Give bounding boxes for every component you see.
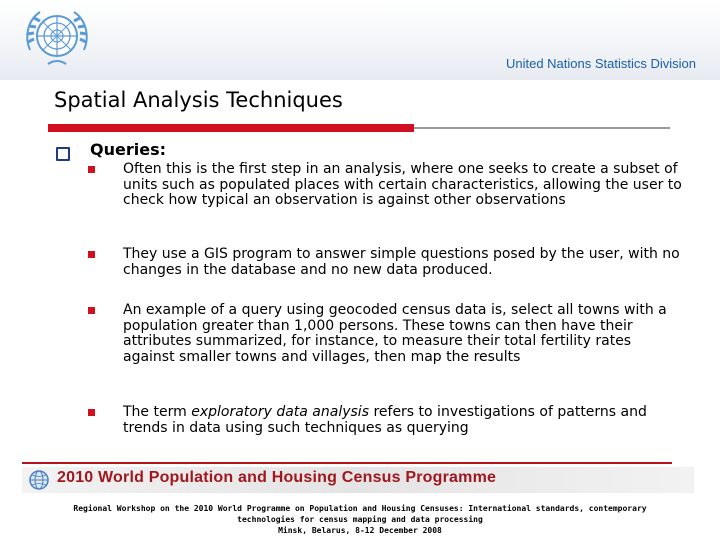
un-emblem-icon — [20, 6, 94, 72]
list-item-text: Often this is the first step in an analysis, where one seeks to create a subset of units such as populated places with certain characteristics, allowing the user to check how typical an observation is against other observations — [123, 161, 682, 208]
list-item-text: An example of a query using geocoded census data is, select all towns with a population greater than 1,000 persons. These towns can then have their attributes summarized, for instance, to measure their total fertility rates against smaller towns and villages, then map the results — [123, 302, 667, 365]
section-title: Queries: — [90, 140, 166, 159]
title-rule-red — [48, 124, 414, 132]
title-rule-gray — [414, 127, 670, 129]
checkbox-bullet-icon — [56, 147, 70, 161]
footer-line-3: Minsk, Belarus, 8-12 December 2008 — [278, 526, 442, 535]
footer-text — [20, 503, 700, 536]
item-text-before: The term — [123, 404, 192, 420]
footer-line-2: technologies for census mapping and data processing — [237, 515, 483, 524]
square-bullet-icon — [88, 166, 95, 173]
census-banner — [22, 467, 694, 493]
slide-title: Spatial Analysis Techniques — [54, 88, 343, 112]
footer-line-1: Regional Workshop on the 2010 World Programme on Population and Housing Censuses: International standards, contemporary — [73, 504, 647, 513]
square-bullet-icon — [88, 307, 95, 314]
list-item-text — [123, 405, 683, 436]
item-text-after: refers to investigations of patterns and trends in data using such techniques as querying — [123, 404, 647, 436]
division-name: United Nations Statistics Division — [505, 56, 696, 71]
list-item-text: They use a GIS program to answer simple questions posed by the user, with no changes in the database and no new data produced. — [123, 246, 680, 278]
banner-text: 2010 World Population and Housing Census Programme — [57, 469, 497, 486]
item-text-emphasis: exploratory data analysis — [191, 404, 369, 420]
square-bullet-icon — [88, 251, 95, 258]
footer-rule — [22, 462, 672, 464]
square-bullet-icon — [88, 409, 95, 416]
globe-icon — [28, 469, 50, 491]
